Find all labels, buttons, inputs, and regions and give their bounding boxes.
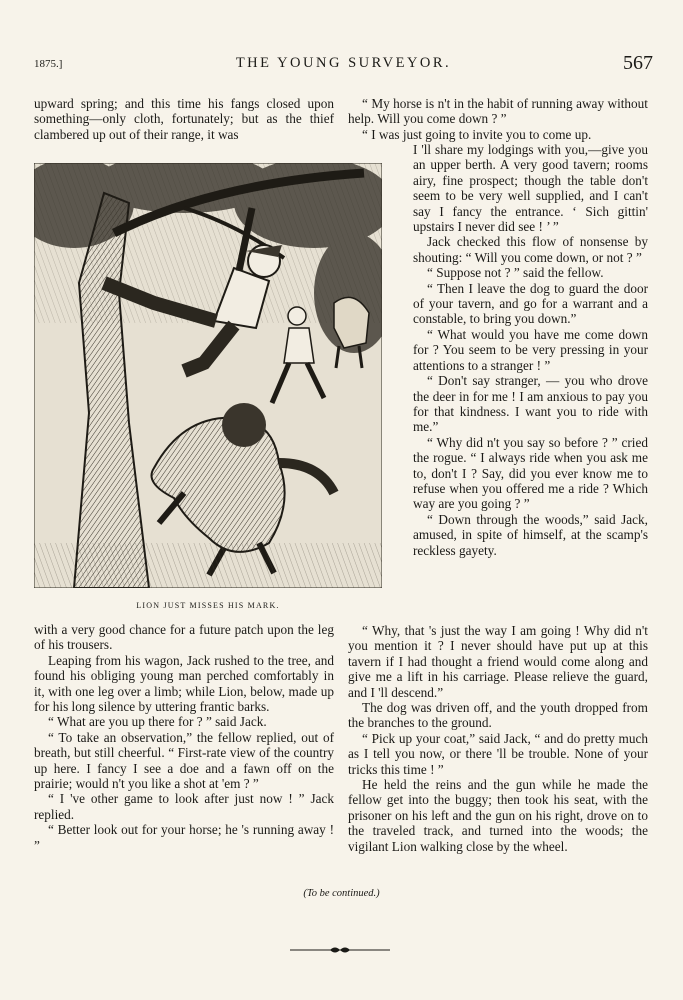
right-column-bottom — [348, 623, 648, 854]
paragraph: He held the reins and the gun while he made the fellow get into the buggy; then took his seat, with the prisoner on his left and the gun on his right, drove on to the traveled track, and turned into the woods; the vigilant Lion walking close by the wheel. — [348, 777, 648, 854]
paragraph: “ To take an observation,” the fellow replied, out of breath, but still cheerful. “ First-rate view of the country up here. I fancy I see a doe and a fawn off on the prairie; would n't you like a shot at 'em ? ” — [34, 729, 334, 792]
paragraph: “ Suppose not ? ” said the fellow. — [427, 265, 604, 281]
paragraph: “ Better look out for your horse; he 's running away ! ” — [34, 822, 334, 853]
paragraph: Jack checked this flow of nonsense by shouting: “ Will you come down, or not ? ” — [413, 234, 648, 265]
paragraph: “ What are you up there for ? ” said Jack. — [48, 714, 267, 730]
paragraph: “ Don't say stranger, — you who drove the deer in for me ! I am anxious to pay you for that kindness. I want you to ride with me.” — [413, 373, 648, 435]
paragraph: “ My horse is n't in the habit of running away without help. Will you come down ? ” — [348, 96, 648, 127]
paragraph: The dog was driven off, and the youth dropped from the branches to the ground. — [348, 700, 648, 731]
paragraph: upward spring; and this time his fangs closed upon something—only cloth, fortunately; but as the thief clambered up out of their range, it was — [34, 96, 334, 142]
paragraph: “ What would you have me come down for ? You seem to be very pressing in your attentions to a stranger ! ” — [413, 326, 648, 373]
paragraph: I 'll share my lodgings with you,—give you an upper berth. A very good tavern; rooms airy, fine prospect; though the table don't seem to be very well supplied, and I can't say I fancy the entrance. ‘ Sich gittin' upstairs I never did see ! ’ ” — [413, 142, 648, 235]
paragraph: “ Why did n't you say so before ? ” cried the rogue. “ I always ride when you ask me to, don't I ? Say, did you ever know me to refuse when you offered me a ride ? Which way are you going ? ” — [413, 434, 648, 512]
paragraph: with a very good chance for a future patch upon the leg of his trousers. — [34, 622, 334, 653]
left-column-bottom — [34, 622, 334, 853]
paragraph: “ Pick up your coat,” said Jack, “ and do pretty much as I tell you now, or there 'll be trouble. None of your tricks this time ! ” — [348, 730, 648, 777]
paragraph: “ I was just going to invite you to come up. — [362, 126, 592, 142]
page-number: 567 — [623, 52, 653, 74]
continuation-note: (To be continued.) — [303, 888, 380, 899]
illustration-caption: LION JUST MISSES HIS MARK. — [136, 601, 280, 610]
running-title: THE YOUNG SURVEYOR. — [235, 55, 452, 71]
paragraph: “ Why, that 's just the way I am going ! Why did n't you mention it ? I never should have put up at this tavern if I had thought a friend would come along and give me a lift in his carriage. Please relieve the guard, and I 'll descend.” — [348, 623, 648, 700]
left-column-top — [34, 96, 334, 142]
ornament-divider — [290, 944, 390, 956]
right-column-narrow — [413, 142, 648, 558]
paragraph: “ Then I leave the dog to guard the door of your tavern, and go for a warrant and a constable, to bring you down.” — [413, 280, 648, 327]
paragraph: Leaping from his wagon, Jack rushed to the tree, and found his obliging young man perched comfortably in it, with one leg over a limb; while Lion, below, made up for his long silence by uttering frantic barks. — [34, 652, 334, 715]
right-column-top — [348, 96, 648, 142]
issue-date: 1875.] — [34, 58, 63, 70]
paragraph: “ Down through the woods,” said Jack, amused, in spite of himself, at the scamp's reckless gayety. — [413, 511, 648, 558]
running-header — [34, 52, 653, 76]
engraving-illustration — [34, 163, 382, 588]
paragraph: “ I 've other game to look after just now ! ” Jack replied. — [34, 791, 334, 822]
